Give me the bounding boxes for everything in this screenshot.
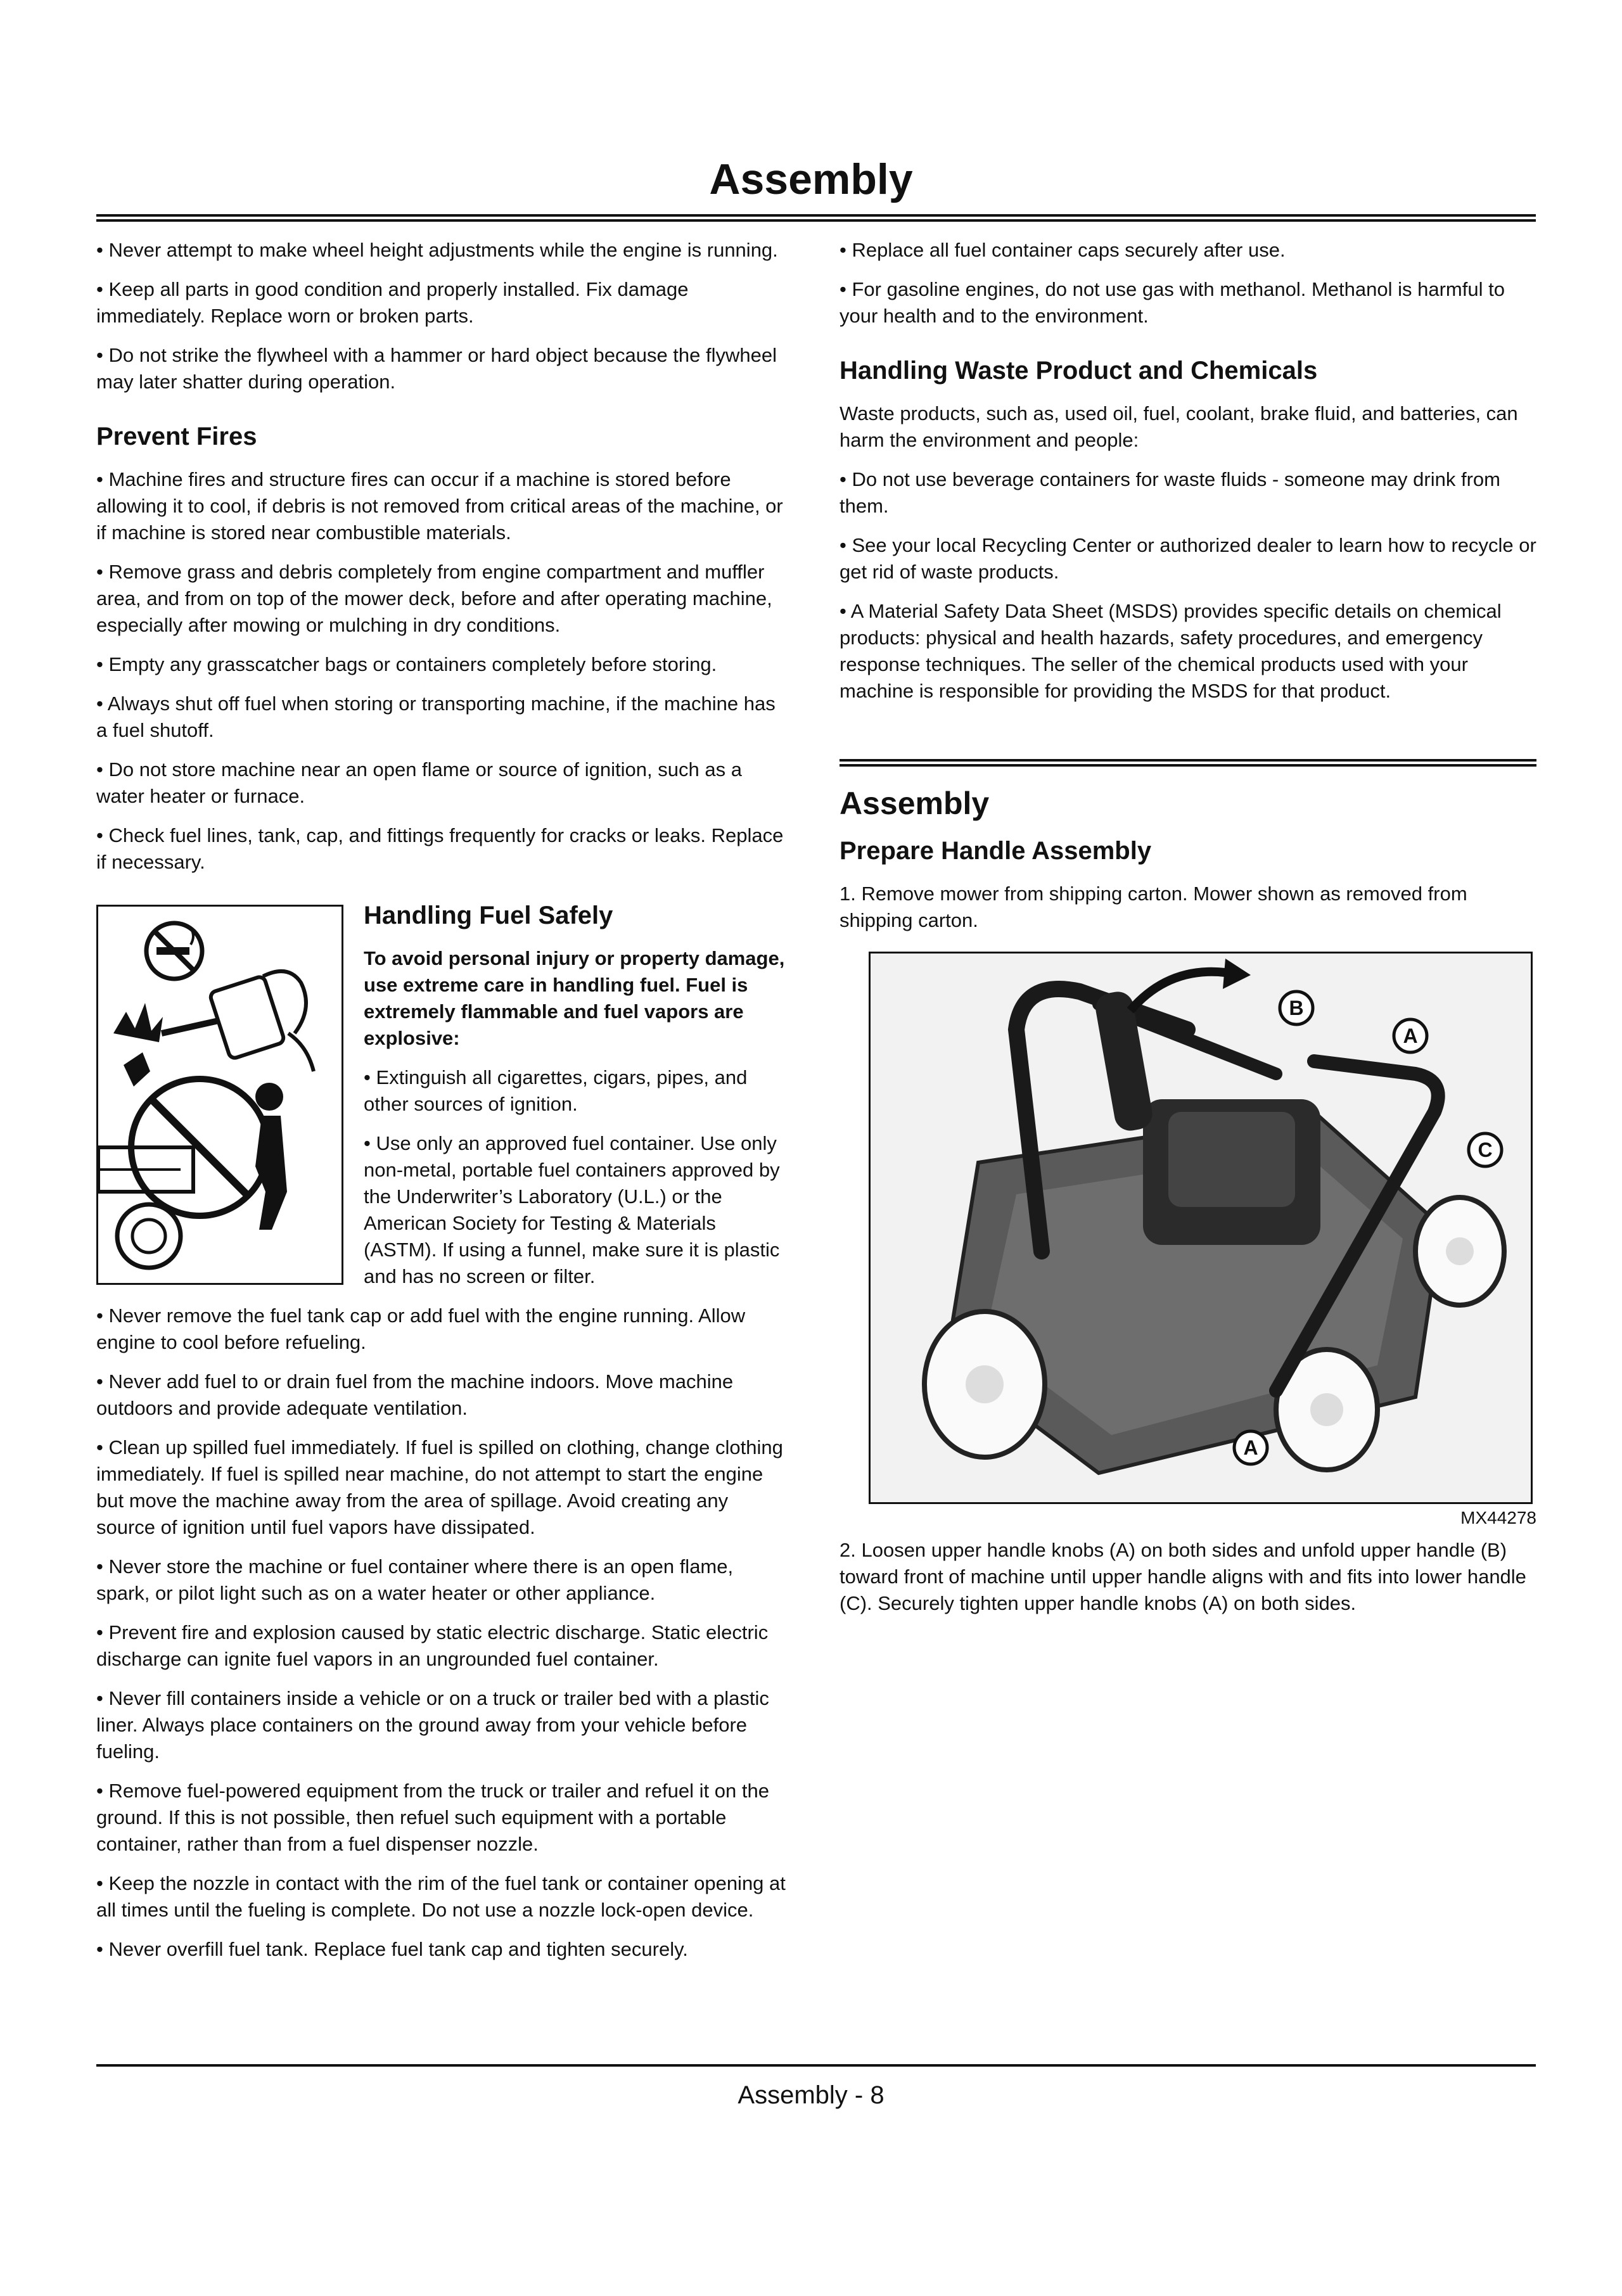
bullet-methanol: • For gasoline engines, do not use gas with methanol. Methanol is harmful to your health and to the environment. [840,278,1505,327]
fuel-safety-block [96,897,786,1303]
fuel-safety-figure [96,905,343,1285]
no-smoking-icon [146,923,202,979]
bullet-wheel-height: • Never attempt to make wheel height adjustments while the engine is running. [96,239,778,261]
heading-prevent-fires: Prevent Fires [96,423,257,450]
no-fueling-running-icon [98,1079,287,1268]
bullet-fuel-4: • Never add fuel to or drain fuel from the machine indoors. Move machine outdoors and provide adequate ventilation. [96,1370,734,1419]
bullet-fuel-10: • Keep the nozzle in contact with the rim of the fuel tank or container opening at all times until the fueling is complete. Do not use a nozzle lock-open device. [96,1872,786,1921]
bullet-fuel-1: • Extinguish all cigarettes, cigars, pipes, and other sources of ignition. [364,1066,748,1115]
figure-code: MX44278 [1460,1508,1536,1527]
bullet-fires-2: • Remove grass and debris completely from engine compartment and muffler area, and from on top of the mower deck, before and after operating machine, especially after mowing or mulching in dry conditions. [96,561,772,636]
callout-c: C [1478,1138,1493,1161]
heading-handling-fuel: Handling Fuel Safely [364,902,613,929]
right-column [840,237,1536,1630]
bullet-fires-3: • Empty any grasscatcher bags or containers completely before storing. [96,653,717,675]
bullet-fuel-6: • Never store the machine or fuel container where there is an open flame, spark, or pilot light such as on a water heater or other appliance. [96,1555,734,1604]
bullet-fires-4: • Always shut off fuel when storing or transporting machine, if the machine has a fuel shutoff. [96,692,776,741]
fuel-fire-icon [113,971,314,1087]
bullet-fuel-7: • Prevent fire and explosion caused by static electric discharge. Static electric discharge can ignite fuel vapors in an ungrounded fuel container. [96,1621,769,1670]
waste-intro: Waste products, such as, used oil, fuel, coolant, brake fluid, and batteries, can harm the environment and people: [840,402,1518,451]
heading-waste: Handling Waste Product and Chemicals [840,357,1318,385]
bullet-fuel-2: • Use only an approved fuel container. Use only non-metal, portable fuel containers approved by the Underwriter’s Laboratory (U.L.) or the American Society for Testing & Materials (ASTM). If using a funnel, make sure it is plastic and has no screen or filter. [364,1132,780,1287]
heading-assembly: Assembly [840,786,990,821]
bullet-fires-5: • Do not store machine near an open flame or source of ignition, such as a water heater or furnace. [96,758,742,807]
page-title: Assembly [709,155,913,203]
section-rule [840,759,1536,767]
step-1: 1. Remove mower from shipping carton. Mower shown as removed from shipping carton. [840,883,1467,931]
fuel-warning: To avoid personal injury or property damage, use extreme care in handling fuel. Fuel is extremely flammable and fuel vapors are explosive: [364,947,785,1049]
bullet-waste-2: • See your local Recycling Center or authorized dealer to learn how to recycle or get rid of waste products. [840,534,1536,583]
bullet-fuel-5: • Clean up spilled fuel immediately. If fuel is spilled on clothing, change clothing immediately. If fuel is spilled near machine, do not attempt to start the engine but move the machine away from the area of spillage. Avoid creating any source of ignition until fuel vapors have dissipated. [96,1436,783,1538]
heading-prepare-handle: Prepare Handle Assembly [840,837,1152,865]
bullet-fuel-9: • Remove fuel-powered equipment from the truck or trailer and refuel it on the ground. If this is not possible, then refuel such equipment with a portable container, rather than from a fuel dispenser nozzle. [96,1780,769,1855]
step-2: 2. Loosen upper handle knobs (A) on both sides and unfold upper handle (B) toward front of machine until upper handle aligns with and fits into lower handle (C). Securely tighten upper handle knobs (A) on both sides. [840,1539,1526,1614]
bullet-fuel-8: • Never fill containers inside a vehicle or on a truck or trailer bed with a plastic liner. Always place containers on the ground away from your vehicle before fueling. [96,1687,769,1763]
header-rule [96,214,1536,222]
bullet-flywheel: • Do not strike the flywheel with a hammer or hard object because the flywheel may later shatter during operation. [96,344,777,393]
callout-a-bottom: A [1243,1436,1258,1459]
callout-b: B [1289,997,1304,1019]
callout-a-top: A [1403,1024,1418,1047]
bullet-fires-1: • Machine fires and structure fires can occur if a machine is stored before allowing it to cool, if debris is not removed from critical areas of the machine, or if machine is stored near combustible materials. [96,468,783,544]
page-number: Assembly - 8 [738,2081,884,2109]
bullet-fires-6: • Check fuel lines, tank, cap, and fittings frequently for cracks or leaks. Replace if necessary. [96,824,784,873]
bullet-caps: • Replace all fuel container caps securely after use. [840,239,1286,261]
mower-figure [869,952,1533,1504]
bullet-keep-parts: • Keep all parts in good condition and properly installed. Fix damage immediately. Replace worn or broken parts. [96,278,689,327]
fuel-safety-illustration [98,907,342,1283]
bullet-fuel-3: • Never remove the fuel tank cap or add fuel with the engine running. Allow engine to cool before refueling. [96,1304,746,1353]
bullet-waste-3: • A Material Safety Data Sheet (MSDS) provides specific details on chemical products: physical and health hazards, safety procedures, and emergency response techniques. The seller of the chemical products used with your machine is responsible for providing the MSDS for that product. [840,600,1502,702]
bullet-fuel-11: • Never overfill fuel tank. Replace fuel tank cap and tighten securely. [96,1938,688,1960]
mower-photo [871,953,1531,1502]
footer-rule [96,2064,1536,2067]
left-column [96,237,786,1975]
bullet-waste-1: • Do not use beverage containers for waste fluids - someone may drink from them. [840,468,1500,517]
